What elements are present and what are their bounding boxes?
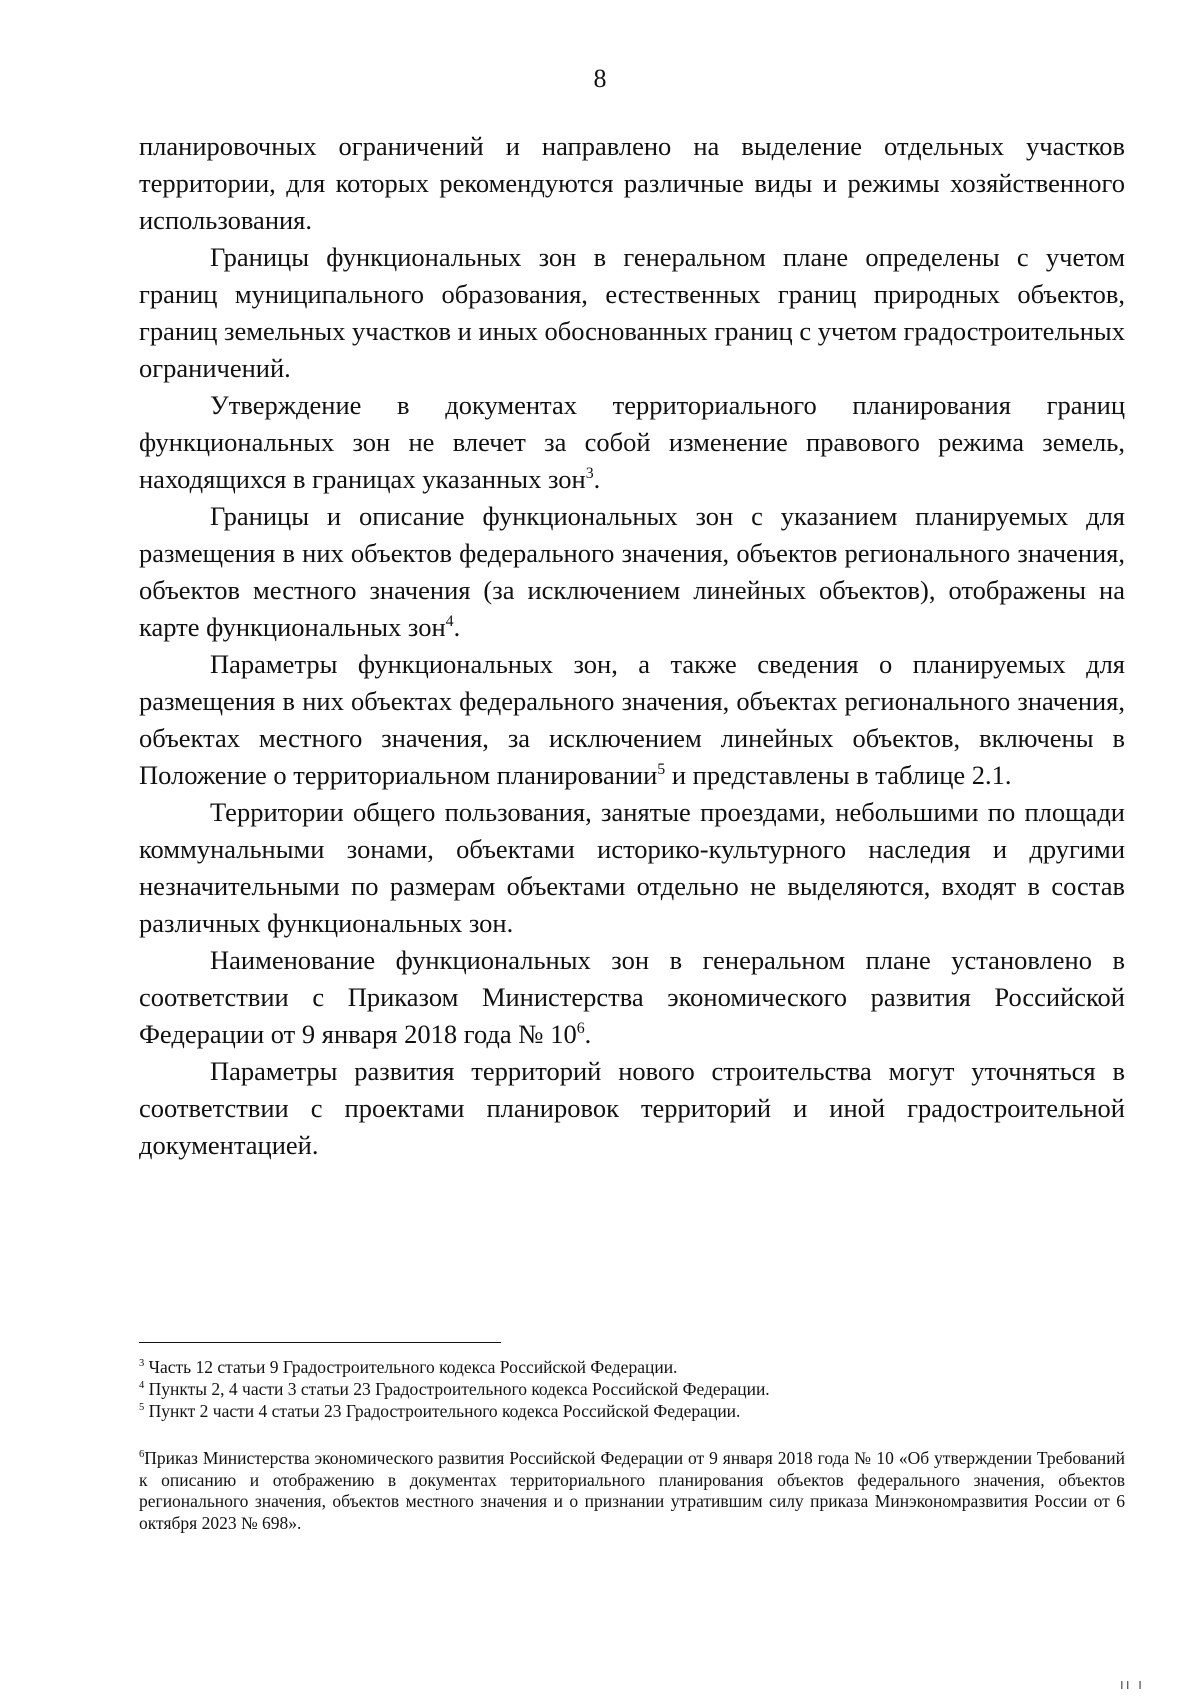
paragraph-tail: и представлены в таблице 2.1.: [665, 760, 1012, 790]
footnote-4: [139, 1378, 1125, 1400]
footnote-ref: 3: [585, 465, 594, 483]
paragraph-text: планировочных ограничений и направлено на выделение отдельных участков территории, для которых рекомендуются различные виды и режимы хозяйственного использования.: [139, 131, 1125, 235]
footnote-text: Часть 12 статьи 9 Градостроительного кодекса Российской Федерации.: [144, 1357, 678, 1377]
paragraph-text: Утверждение в документах территориального планирования границ функциональных зон не влечет за собой изменение правового режима земель, находящихся в границах указанных зон: [139, 390, 1125, 494]
footnote-text: Пункт 2 части 4 статьи 23 Градостроительного кодекса Российской Федерации.: [144, 1401, 741, 1421]
paragraph-text: Наименование функциональных зон в генеральном плане установлено в соответствии с Приказом Министерства экономического развития Российской Федерации от 9 января 2018 года № 10: [139, 945, 1125, 1049]
footnote-number: 6: [139, 1449, 145, 1461]
footnote-number: 3: [139, 1358, 145, 1370]
footnote-text: Пункты 2, 4 части 3 статьи 23 Градостроительного кодекса Российской Федерации.: [144, 1379, 770, 1399]
paragraph-3: [139, 387, 1125, 498]
paragraph-tail: .: [453, 612, 461, 642]
paragraph-2: [139, 239, 1125, 387]
footnote-number: 5: [139, 1402, 145, 1414]
paragraph-5: [139, 646, 1125, 794]
footnote-ref: 5: [657, 761, 666, 779]
footnote-3: [139, 1356, 1125, 1378]
body-text: [139, 128, 1125, 1164]
paragraph-4: [139, 498, 1125, 646]
footnote-5: [139, 1400, 1125, 1422]
paragraph-text: Территории общего пользования, занятые проездами, небольшими по площади коммунальными зонами, объектами историко-культурного наследия и другими незначительными по размерам объектами отдельно не выделяются, входят в состав различных функциональных зон.: [139, 797, 1125, 938]
paragraph-8: [139, 1053, 1125, 1164]
paragraph-7: [139, 942, 1125, 1053]
footnote-divider: [139, 1342, 501, 1343]
footnotes: [139, 1356, 1125, 1534]
footnote-ref: 6: [576, 1020, 585, 1038]
footnote-number: 4: [139, 1380, 145, 1392]
paragraph-1: [139, 128, 1125, 239]
page-number: 8: [593, 64, 607, 93]
paragraph-text: Параметры развития территорий нового строительства могут уточняться в соответствии с проектами планировок территорий и иной градостроительной документацией.: [139, 1056, 1125, 1160]
paragraph-text: Параметры функциональных зон, а также сведения о планируемых для размещения в них объектах федерального значения, объектах регионального значения, объектах местного значения, за исключением линейных объектов, включены в Положение о территориальном планировании: [139, 649, 1125, 790]
footnote-6: [139, 1448, 1125, 1534]
paragraph-text: Границы функциональных зон в генеральном плане определены с учетом границ муниципального образования, естественных границ природных объектов, границ земельных участков и иных обоснованных границ с учетом градостроительных ограничений.: [139, 242, 1125, 383]
paragraph-text: Границы и описание функциональных зон с указанием планируемых для размещения в них объектов федерального значения, объектов регионального значения, объектов местного значения (за исключением линейных объектов), отображены на карте функциональных зон: [139, 501, 1125, 642]
paragraph-tail: .: [584, 1019, 592, 1049]
footnote-text: Приказ Министерства экономического развития Российской Федерации от 9 января 2018 года № 10 «Об утверждении Требований к описанию и отображению в документах территориального планирования объектов федерального значения, объектов регионального значения, объектов местного значения и о признании утратившим силу приказа Минэкономразвития России от 6 октября 2023 № 698».: [139, 1448, 1125, 1533]
paragraph-6: [139, 794, 1125, 942]
footnote-ref: 4: [445, 613, 454, 631]
paragraph-tail: .: [593, 464, 601, 494]
scan-corner-marks: ıı ı: [1119, 1677, 1144, 1693]
